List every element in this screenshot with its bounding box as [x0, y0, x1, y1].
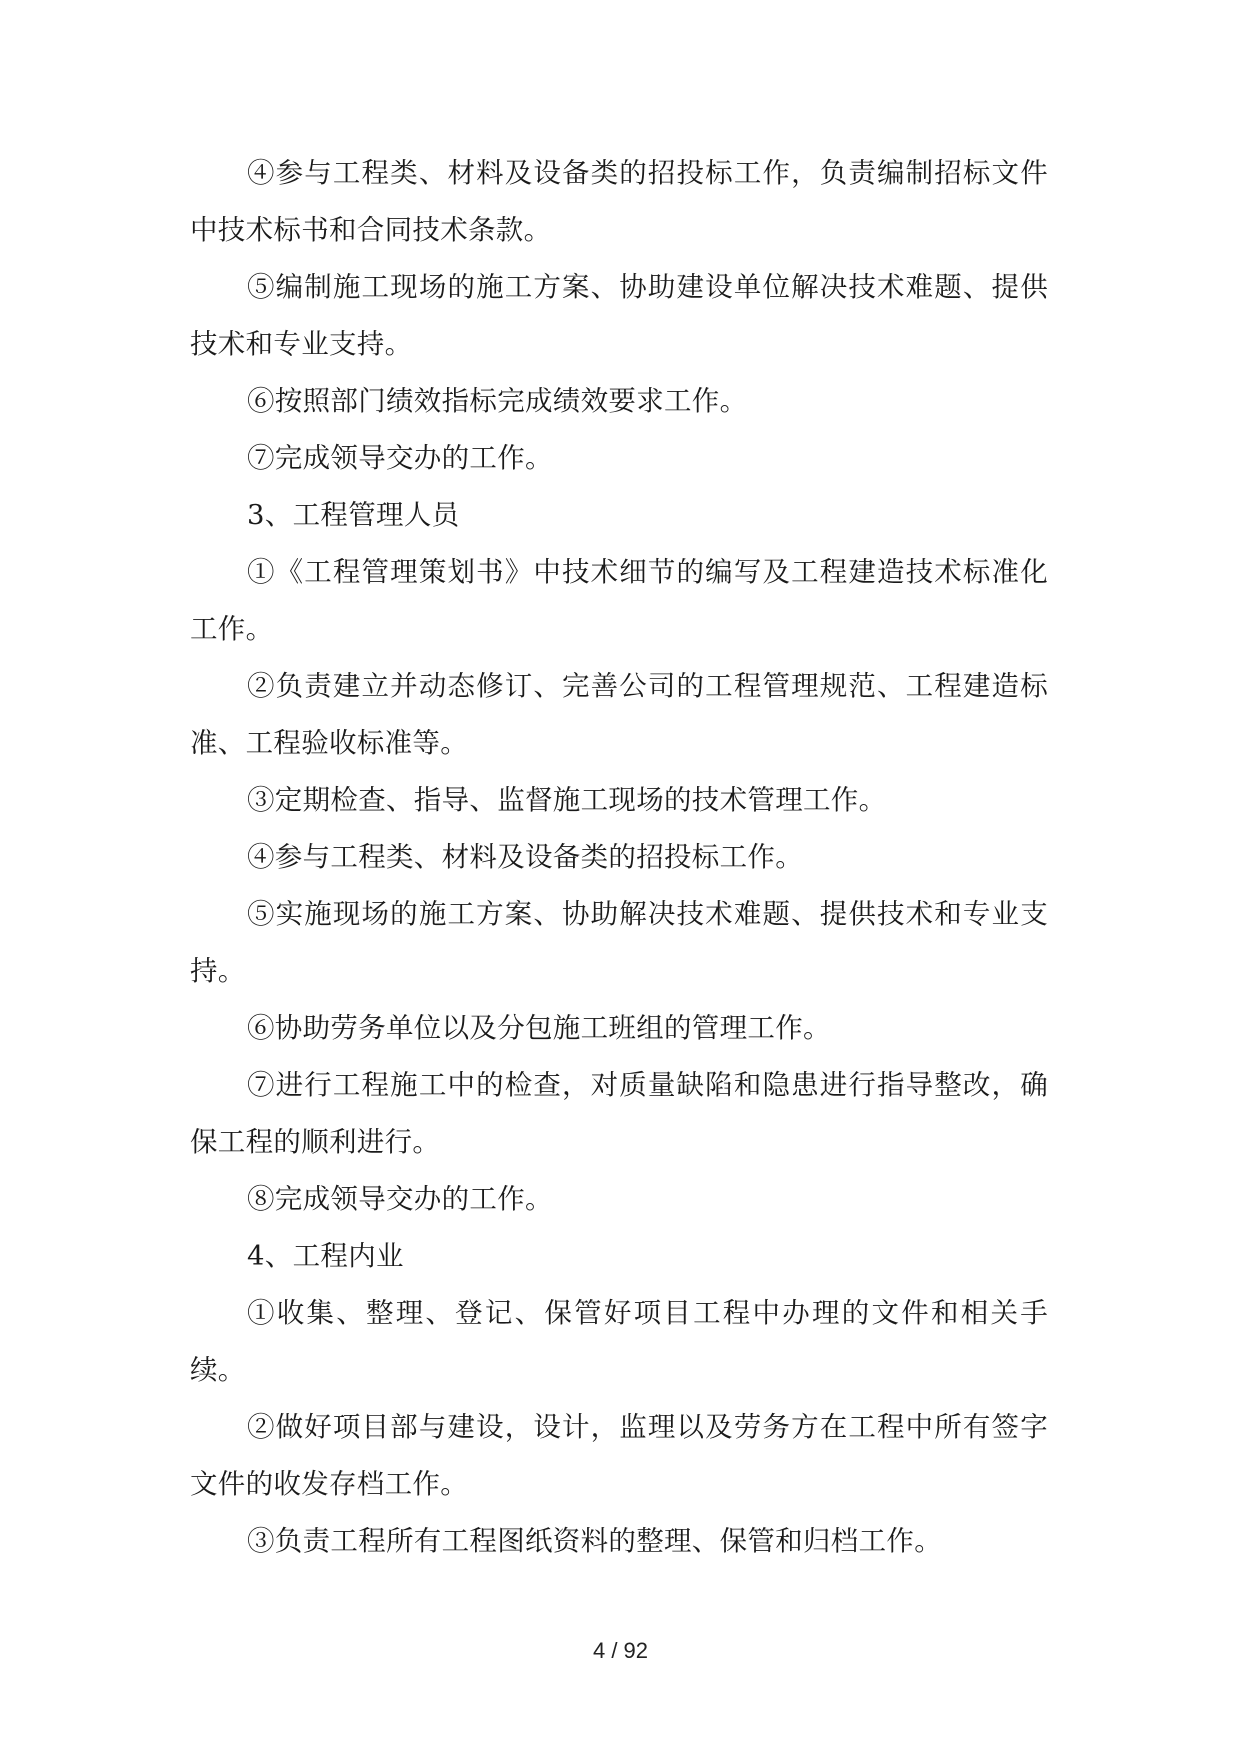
paragraph-item-3-inspection: ③定期检查、指导、监督施工现场的技术管理工作。 — [247, 784, 887, 816]
paragraph-item-4-bidding-duty: ④参与工程类、材料及设备类的招投标工作，负责编制招标文件中技术标书和合同技术条款。 — [190, 157, 1048, 246]
paragraph-item-8-assigned-work: ⑧完成领导交办的工作。 — [247, 1183, 553, 1215]
section-heading-3: 3、工程管理人员 — [247, 499, 460, 531]
paragraph-item-7-assigned-work: ⑦完成领导交办的工作。 — [247, 442, 553, 474]
paragraph-item-6-performance: ⑥按照部门绩效指标完成绩效要求工作。 — [247, 385, 748, 417]
section-heading-4: 4、工程内业 — [247, 1240, 404, 1272]
paragraph-item-1-document-collection: ①收集、整理、登记、保管好项目工程中办理的文件和相关手续。 — [190, 1297, 1048, 1386]
document-body — [190, 145, 1048, 1570]
paragraph-item-5-site-plan: ⑤实施现场的施工方案、协助解决技术难题、提供技术和专业支持。 — [190, 898, 1048, 987]
paragraph-item-4-bidding: ④参与工程类、材料及设备类的招投标工作。 — [247, 841, 803, 873]
paragraph-item-2-standards: ②负责建立并动态修订、完善公司的工程管理规范、工程建造标准、工程验收标准等。 — [190, 670, 1048, 759]
paragraph-item-6-labor-management: ⑥协助劳务单位以及分包施工班组的管理工作。 — [247, 1012, 831, 1044]
page-number: 4 / 92 — [592, 1638, 649, 1663]
paragraph-item-5-construction-plan: ⑤编制施工现场的施工方案、协助建设单位解决技术难题、提供技术和专业支持。 — [190, 271, 1048, 360]
paragraph-item-3-drawings: ③负责工程所有工程图纸资料的整理、保管和归档工作。 — [247, 1525, 942, 1557]
paragraph-item-2-filing: ②做好项目部与建设，设计，监理以及劳务方在工程中所有签字文件的收发存档工作。 — [190, 1411, 1048, 1500]
paragraph-item-7-quality-check: ⑦进行工程施工中的检查，对质量缺陷和隐患进行指导整改，确保工程的顺利进行。 — [190, 1069, 1048, 1158]
paragraph-item-1-planning-book: ①《工程管理策划书》中技术细节的编写及工程建造技术标准化工作。 — [190, 556, 1048, 645]
